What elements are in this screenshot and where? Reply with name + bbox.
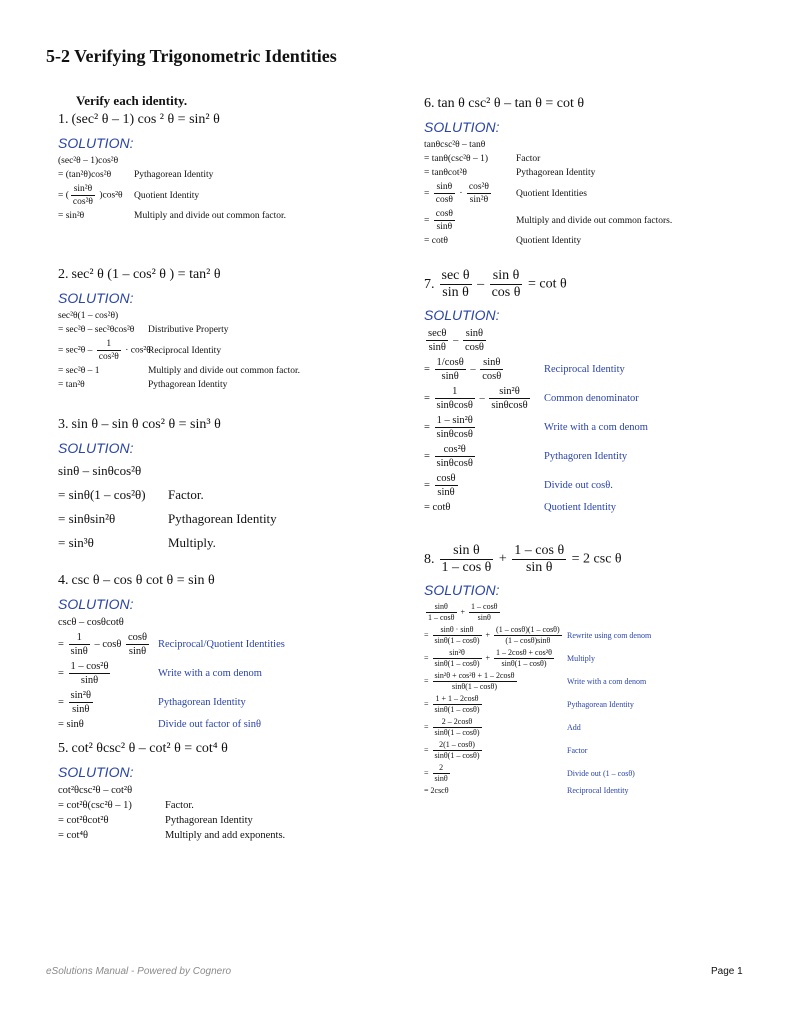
problem-statement bbox=[58, 572, 285, 590]
step-prefix: = bbox=[58, 667, 67, 679]
step-expression: = cotθ bbox=[424, 502, 451, 513]
numerator: 2 – 2cosθ bbox=[433, 717, 482, 728]
denominator: sinθ(1 – cosθ) bbox=[434, 659, 480, 668]
step-prefix: = bbox=[424, 768, 431, 778]
step-reason: Multiply and divide out common factor. bbox=[148, 366, 300, 376]
denominator: cosθ bbox=[435, 195, 453, 205]
step-expression: = (tan²θ)cos²θ bbox=[58, 170, 112, 180]
solution-label: SOLUTION: bbox=[58, 290, 134, 306]
denominator: sinθ bbox=[428, 342, 446, 353]
problem-number: 6. bbox=[424, 96, 435, 111]
problem-statement bbox=[424, 543, 651, 576]
step-reason: Multiply and add exponents. bbox=[165, 830, 286, 841]
solution-steps bbox=[58, 616, 285, 731]
step-expression bbox=[424, 327, 544, 354]
step-reason: Pythagoren Identity bbox=[544, 451, 628, 462]
step-operator: )cos²θ bbox=[96, 190, 123, 201]
footer-credit: eSolutions Manual - Powered by Cognero bbox=[46, 966, 232, 977]
operator: – bbox=[473, 276, 488, 292]
numerator: 1 – cosθ bbox=[471, 602, 498, 611]
solution-label: SOLUTION: bbox=[424, 307, 500, 323]
problem-2 bbox=[58, 266, 300, 391]
step-fraction bbox=[434, 208, 455, 233]
step-expression: = 2cscθ bbox=[424, 786, 449, 795]
step-fraction bbox=[433, 694, 482, 715]
step-reason: Divide out cosθ. bbox=[544, 480, 613, 491]
statement-fraction bbox=[440, 543, 494, 576]
step-prefix: = bbox=[424, 722, 431, 732]
step-expression: = sec²θ – sec²θcos²θ bbox=[58, 325, 135, 335]
step-reason: Factor. bbox=[165, 800, 194, 811]
denominator: cos²θ bbox=[98, 352, 119, 362]
step-prefix: = bbox=[424, 699, 431, 709]
numerator: 1 + 1 – 2cosθ bbox=[433, 694, 482, 705]
step-operator: – cosθ bbox=[91, 638, 124, 650]
step-fraction bbox=[426, 327, 448, 354]
step-operator: + bbox=[483, 653, 493, 663]
denominator: cosθ bbox=[464, 342, 484, 353]
step-prefix: = bbox=[424, 745, 431, 755]
denominator: cosθ bbox=[482, 371, 502, 382]
problem-statement bbox=[58, 111, 286, 129]
problem-statement bbox=[58, 740, 285, 758]
step-fraction bbox=[433, 763, 450, 784]
step-reason: Write with a com denom bbox=[158, 668, 262, 679]
numerator: 1 – 2cosθ + cos²θ bbox=[496, 648, 552, 657]
step-reason: Rewrite using com denom bbox=[567, 630, 652, 640]
step-prefix: = bbox=[424, 479, 433, 491]
denominator: sinθ(1 – cosθ) bbox=[434, 728, 480, 737]
solution-steps bbox=[58, 460, 277, 554]
numerator: 1 – sin²θ bbox=[435, 414, 475, 428]
step-prefix: = bbox=[424, 421, 433, 433]
step-expression bbox=[424, 671, 567, 692]
identity-rhs: = 2 csc θ bbox=[568, 551, 622, 567]
step-fraction bbox=[435, 356, 466, 383]
page-number: Page 1 bbox=[711, 966, 743, 977]
identity: sin θ – sin θ cos² θ = sin³ θ bbox=[71, 417, 221, 432]
step-reason: Factor bbox=[516, 154, 541, 164]
numerator: sin θ bbox=[440, 543, 494, 560]
step-prefix: = bbox=[424, 363, 433, 375]
denominator: sinθcosθ bbox=[491, 400, 528, 411]
step-reason: Quotient Identity bbox=[544, 502, 617, 513]
step-expression bbox=[58, 689, 158, 716]
step-reason: Pythagorean Identity bbox=[516, 168, 596, 178]
problem-6 bbox=[424, 95, 672, 247]
numerator: sinθ bbox=[463, 327, 486, 341]
numerator: 1 bbox=[97, 338, 121, 351]
problem-number: 4. bbox=[58, 573, 69, 588]
step-expression: = cot²θ(csc²θ – 1) bbox=[58, 800, 132, 811]
step-reason: Pythagorean Identity bbox=[567, 699, 634, 709]
problem-statement bbox=[58, 416, 277, 434]
denominator: sinθ bbox=[441, 371, 459, 382]
solution-steps bbox=[58, 784, 285, 842]
step-fraction bbox=[435, 472, 458, 499]
step-prefix: = bbox=[424, 676, 431, 686]
step-fraction bbox=[126, 631, 149, 658]
step-fraction bbox=[480, 356, 503, 383]
numerator: sin θ bbox=[490, 268, 523, 285]
numerator: 1 bbox=[69, 631, 90, 645]
problem-8 bbox=[424, 543, 651, 796]
statement-fraction bbox=[512, 543, 566, 576]
step-fraction bbox=[494, 625, 562, 646]
step-expression: = sin³θ bbox=[58, 535, 94, 550]
statement-fraction bbox=[440, 268, 472, 301]
step-reason: Add bbox=[567, 722, 581, 732]
step-expression bbox=[424, 602, 567, 623]
step-expression bbox=[58, 660, 158, 687]
step-fraction bbox=[433, 625, 482, 646]
step-operator: – bbox=[450, 334, 461, 346]
step-reason: Multiply. bbox=[168, 535, 216, 550]
step-fraction bbox=[69, 689, 93, 716]
numerator: secθ bbox=[428, 328, 447, 339]
problem-number: 2. bbox=[58, 267, 69, 282]
step-reason: Reciprocal/Quotient Identities bbox=[158, 639, 285, 650]
step-prefix: = bbox=[58, 638, 67, 650]
solution-label: SOLUTION: bbox=[424, 582, 500, 598]
numerator: cosθ bbox=[435, 209, 453, 219]
step-expression: (sec²θ – 1)cos²θ bbox=[58, 156, 119, 166]
step-reason: Quotient Identities bbox=[516, 188, 587, 199]
step-expression bbox=[424, 414, 544, 441]
step-prefix: = bbox=[424, 450, 433, 462]
step-expression bbox=[424, 763, 567, 784]
numerator: sin²θ bbox=[70, 690, 91, 701]
denominator: cos θ bbox=[491, 285, 521, 300]
step-expression: = sec²θ – 1 bbox=[58, 366, 100, 376]
step-expression: = sinθ(1 – cos²θ) bbox=[58, 487, 146, 502]
denominator: sinθcosθ bbox=[436, 400, 473, 411]
identity: cot² θcsc² θ – cot² θ = cot⁴ θ bbox=[71, 741, 228, 756]
statement-fraction bbox=[490, 268, 523, 301]
step-reason: Reciprocal Identity bbox=[148, 345, 222, 356]
numerator: sinθ bbox=[480, 356, 503, 370]
step-expression: = sin²θ bbox=[58, 211, 85, 221]
step-expression: = cot⁴θ bbox=[58, 830, 89, 841]
denominator: sinθ(1 – cosθ) bbox=[434, 705, 480, 714]
step-expression: = sinθ bbox=[58, 719, 84, 730]
denominator: cos²θ bbox=[72, 197, 93, 207]
step-reason: Pythagorean Identity bbox=[158, 697, 246, 708]
step-fraction bbox=[469, 602, 500, 623]
step-fraction bbox=[433, 740, 482, 761]
step-fraction bbox=[433, 648, 482, 669]
step-expression: = tanθcot²θ bbox=[424, 168, 467, 178]
step-expression bbox=[424, 181, 516, 206]
step-reason: Divide out (1 – cosθ) bbox=[567, 768, 635, 778]
step-expression: = cot²θcot²θ bbox=[58, 815, 109, 826]
numerator: 2(1 – cosθ) bbox=[433, 740, 482, 751]
step-fraction bbox=[489, 385, 529, 412]
step-reason: Pythagorean Identity bbox=[148, 380, 228, 390]
problem-7 bbox=[424, 268, 648, 514]
solution-steps bbox=[424, 602, 651, 796]
numerator: 1 bbox=[435, 385, 475, 399]
step-expression bbox=[424, 208, 516, 233]
denominator: sinθ bbox=[434, 774, 448, 783]
step-expression: = tanθ(csc²θ – 1) bbox=[424, 154, 488, 164]
step-fraction bbox=[97, 338, 121, 363]
identity: sec² θ (1 – cos² θ ) = tan² θ bbox=[71, 267, 221, 282]
problem-number: 8. bbox=[424, 551, 435, 567]
step-prefix: = bbox=[424, 215, 432, 226]
numerator: cos²θ bbox=[468, 182, 489, 192]
step-reason: Common denominator bbox=[544, 393, 639, 404]
denominator: (1 – cosθ)sinθ bbox=[505, 636, 551, 645]
step-operator: – bbox=[467, 363, 479, 375]
step-reason: Distributive Property bbox=[148, 325, 229, 335]
numerator: sec θ bbox=[441, 268, 470, 283]
solution-steps bbox=[58, 310, 300, 391]
denominator: sinθ bbox=[436, 222, 453, 232]
step-fraction bbox=[71, 183, 95, 208]
step-fraction bbox=[69, 631, 90, 658]
numerator: 1 – cos²θ bbox=[70, 661, 109, 672]
denominator: sin θ bbox=[525, 560, 553, 575]
step-expression: = cotθ bbox=[424, 236, 448, 246]
denominator: sinθ bbox=[72, 704, 90, 715]
denominator: sinθ(1 – cosθ) bbox=[434, 636, 480, 645]
numerator: cos²θ bbox=[435, 443, 475, 457]
denominator: sinθ(1 – cosθ) bbox=[501, 659, 547, 668]
step-expression bbox=[58, 338, 151, 363]
identity-rhs: = cot θ bbox=[524, 276, 567, 292]
step-reason: Reciprocal Identity bbox=[544, 364, 625, 375]
numerator: 1 – cos θ bbox=[514, 543, 565, 558]
step-expression: = sinθsin²θ bbox=[58, 511, 116, 526]
solution-steps bbox=[424, 327, 648, 514]
denominator: sinθ(1 – cosθ) bbox=[452, 682, 497, 691]
numerator: sinθ bbox=[434, 181, 455, 194]
denominator: 1 – cos θ bbox=[441, 560, 492, 575]
step-expression: = tan²θ bbox=[58, 380, 85, 390]
step-fraction bbox=[433, 671, 517, 692]
identity: csc θ – cos θ cot θ = sin θ bbox=[71, 573, 215, 588]
step-prefix: = bbox=[424, 188, 432, 199]
numerator: cosθ bbox=[436, 473, 456, 484]
numerator: (1 – cosθ)(1 – cosθ) bbox=[496, 625, 560, 634]
step-expression: sinθ – sinθcos²θ bbox=[58, 463, 142, 478]
identity: (sec² θ – 1) cos ² θ = sin² θ bbox=[71, 112, 220, 127]
solution-label: SOLUTION: bbox=[58, 440, 134, 456]
step-expression: tanθcsc²θ – tanθ bbox=[424, 140, 486, 150]
step-fraction bbox=[494, 648, 554, 669]
step-reason: Pythagorean Identity bbox=[168, 511, 277, 526]
step-expression: cscθ – cosθcotθ bbox=[58, 617, 124, 628]
numerator: sin²θ bbox=[489, 385, 529, 399]
denominator: sin θ bbox=[442, 285, 469, 300]
problem-number: 5. bbox=[58, 741, 69, 756]
step-reason: Factor. bbox=[168, 487, 204, 502]
operator: + bbox=[495, 551, 511, 567]
step-operator: – bbox=[476, 392, 488, 404]
problem-3 bbox=[58, 416, 277, 554]
step-expression bbox=[424, 740, 567, 761]
step-fraction bbox=[435, 385, 475, 412]
step-operator: + bbox=[483, 630, 493, 640]
step-fraction bbox=[435, 443, 475, 470]
step-reason: Pythagorean Identity bbox=[134, 170, 214, 180]
instructions: Verify each identity. bbox=[76, 93, 188, 108]
step-expression bbox=[58, 631, 158, 658]
problem-5 bbox=[58, 740, 285, 842]
problem-statement bbox=[58, 266, 300, 284]
step-prefix: = ( bbox=[58, 190, 69, 201]
step-expression bbox=[424, 356, 544, 383]
problem-statement bbox=[424, 95, 672, 113]
denominator: sinθcosθ bbox=[436, 429, 473, 440]
numerator: sin²θ bbox=[71, 183, 95, 196]
denominator: sinθ bbox=[437, 487, 455, 498]
step-fraction bbox=[467, 181, 491, 206]
step-fraction bbox=[435, 414, 475, 441]
step-prefix: = bbox=[424, 630, 431, 640]
step-fraction bbox=[426, 602, 457, 623]
problem-number: 3. bbox=[58, 417, 69, 432]
problem-number: 7. bbox=[424, 276, 435, 292]
solution-label: SOLUTION: bbox=[58, 135, 134, 151]
step-prefix: = bbox=[424, 653, 431, 663]
numerator: sinθ bbox=[426, 602, 457, 613]
problem-1 bbox=[58, 111, 286, 222]
step-expression bbox=[424, 472, 544, 499]
problem-4 bbox=[58, 572, 285, 731]
denominator: sin²θ bbox=[469, 195, 489, 205]
step-operator: · bbox=[456, 188, 465, 199]
denominator: 1 – cosθ bbox=[428, 613, 455, 622]
step-prefix: = sec²θ – bbox=[58, 345, 95, 356]
denominator: sinθ bbox=[80, 675, 99, 686]
step-reason: Multiply bbox=[567, 653, 596, 663]
step-prefix: = bbox=[424, 392, 433, 404]
step-expression: cot²θcsc²θ – cot²θ bbox=[58, 785, 133, 796]
step-reason: Reciprocal Identity bbox=[567, 786, 629, 795]
step-expression bbox=[424, 385, 544, 412]
step-expression bbox=[424, 694, 567, 715]
denominator: sinθ bbox=[70, 646, 88, 657]
numerator: cosθ bbox=[128, 632, 148, 643]
denominator: sinθ(1 – cosθ) bbox=[434, 751, 480, 760]
step-expression bbox=[424, 648, 567, 669]
step-reason: Multiply and divide out common factors. bbox=[516, 215, 673, 226]
step-fraction bbox=[433, 717, 482, 738]
numerator: sinθ · sinθ bbox=[433, 625, 482, 636]
page-title: 5-2 Verifying Trigonometric Identities bbox=[46, 46, 337, 66]
numerator: 2 bbox=[433, 763, 450, 774]
step-fraction bbox=[69, 660, 111, 687]
denominator: sinθcosθ bbox=[436, 458, 473, 469]
solution-label: SOLUTION: bbox=[58, 596, 134, 612]
step-reason: Quotient Identity bbox=[516, 236, 582, 246]
step-expression bbox=[424, 625, 567, 646]
step-reason: Pythagorean Identity bbox=[165, 815, 253, 826]
numerator: sin²θ + cos²θ + 1 – 2cosθ bbox=[434, 671, 515, 680]
step-reason: Write with a com denom bbox=[567, 676, 647, 686]
solution-steps bbox=[58, 155, 286, 222]
denominator: sinθ bbox=[477, 613, 491, 622]
step-reason: Multiply and divide out common factor. bbox=[134, 211, 286, 221]
step-reason: Write with a com denom bbox=[544, 422, 648, 433]
step-prefix: = bbox=[58, 696, 67, 708]
step-fraction bbox=[434, 181, 455, 206]
step-reason: Divide out factor of sinθ bbox=[158, 719, 262, 730]
step-expression: sec²θ(1 – cos²θ) bbox=[58, 311, 119, 321]
solution-label: SOLUTION: bbox=[424, 119, 500, 135]
solution-label: SOLUTION: bbox=[58, 764, 134, 780]
step-expression bbox=[58, 183, 134, 208]
step-expression bbox=[424, 443, 544, 470]
step-expression bbox=[424, 717, 567, 738]
numerator: 1/cosθ bbox=[436, 357, 464, 368]
step-operator: · cos²θ bbox=[122, 345, 151, 356]
problem-statement bbox=[424, 268, 648, 301]
step-reason: Quotient Identity bbox=[134, 190, 200, 201]
step-operator: + bbox=[458, 607, 468, 617]
problem-number: 1. bbox=[58, 112, 69, 127]
numerator: sin²θ bbox=[433, 648, 482, 659]
denominator: sinθ bbox=[128, 646, 147, 657]
step-fraction bbox=[463, 327, 486, 354]
step-reason: Factor bbox=[567, 745, 588, 755]
identity: tan θ csc² θ – tan θ = cot θ bbox=[437, 96, 585, 111]
solution-steps bbox=[424, 139, 672, 247]
